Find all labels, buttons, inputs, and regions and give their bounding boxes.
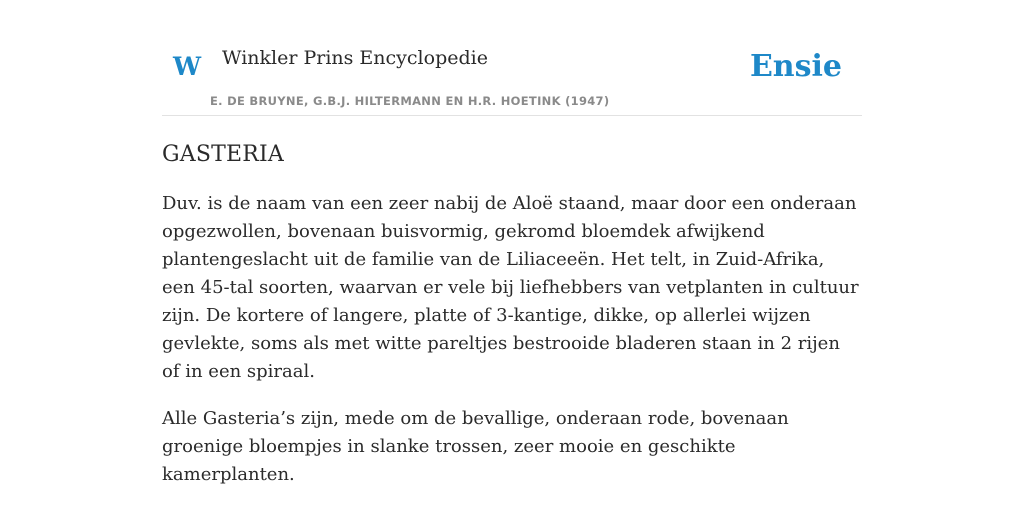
winkler-prins-logo[interactable]: W <box>173 52 202 81</box>
entry-paragraph-1: Duv. is de naam van een zeer nabij de Aloë staand, maar door een onderaan opgezwollen, bovenaan buisvormig, gekromd bloemdek afwijkend plantengeslacht uit de familie van de Liliaceeën. Het telt, in Zuid-Afrika, een 45-tal soorten, waarvan er vele bij liefhebbers van vetplanten in cultuur zijn. De kortere of langere, platte of 3-kantige, dikke, op allerlei wijzen gevlekte, soms als met witte pareltjes bestrooide bladeren staan in 2 rijen of in een spiraal. <box>162 193 859 382</box>
entry-header <box>162 40 862 116</box>
entry-title: GASTERIA <box>162 142 285 167</box>
entry-paragraph-2: Alle Gasteria’s zijn, mede om de bevallige, onderaan rode, bovenaan groenige bloempjes in slanke trossen, zeer mooie en geschikte kamerplanten. <box>162 408 789 485</box>
ensie-logo[interactable]: Ensie <box>749 49 842 84</box>
source-title[interactable]: Winkler Prins Encyclopedie <box>222 47 488 69</box>
source-authors: E. DE BRUYNE, G.B.J. HILTERMANN EN H.R. HOETINK (1947) <box>210 94 610 108</box>
encyclopedia-entry-card <box>162 40 862 489</box>
